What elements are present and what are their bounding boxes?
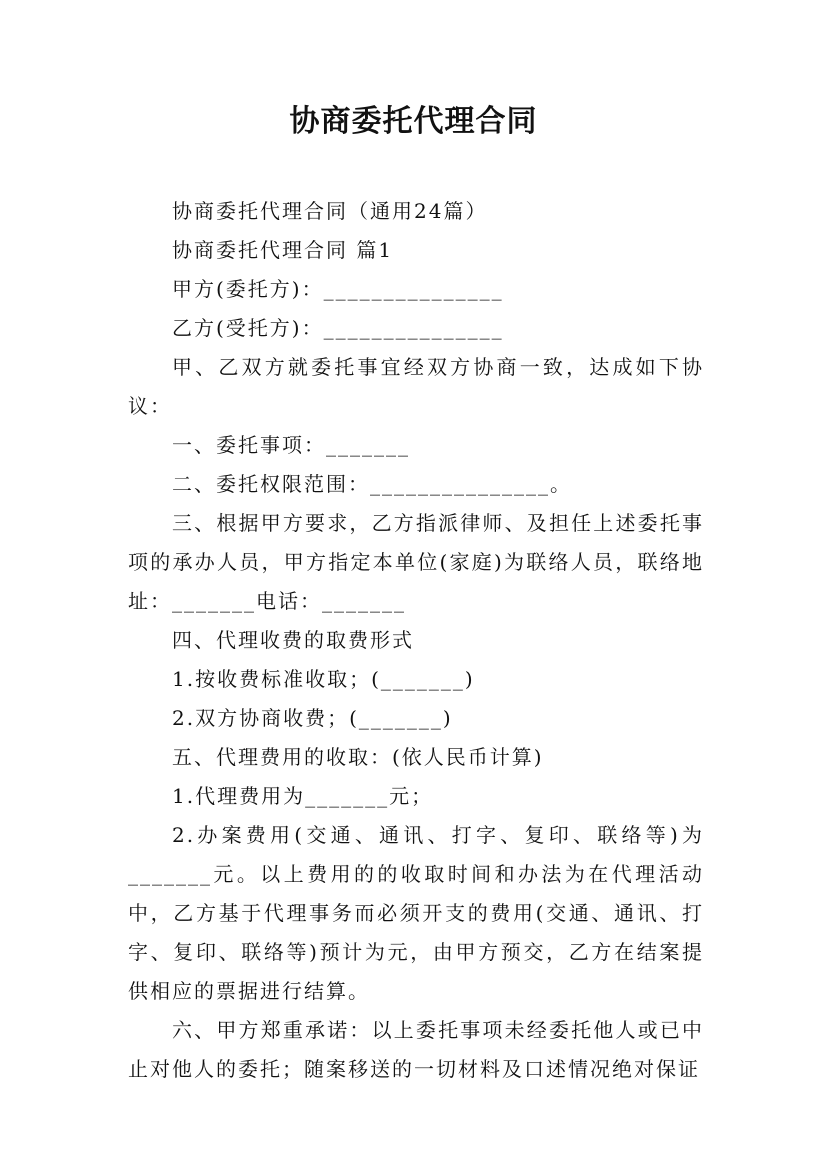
paragraph-clause-4: 四、代理收费的取费形式 [172,628,414,652]
paragraph-clause-5: 五、代理费用的收取：(依人民币计算) [172,745,544,769]
paragraph-agreement-intro: 甲、乙双方就委托事宜经双方协商一致，达成如下协议： [128,355,704,418]
paragraph-clause-6: 六、甲方郑重承诺：以上委托事项未经委托他人或已中止对他人的委托；随案移送的一切材料及口述情况绝对保证 [128,1018,704,1081]
document-body [128,192,704,1089]
paragraph-clause-2: 二、委托权限范围：_______________。 [172,472,572,496]
paragraph-clause-1: 一、委托事项：_______ [172,433,410,457]
paragraph-clause-3: 三、根据甲方要求，乙方指派律师、及担任上述委托事项的承办人员，甲方指定本单位(家庭)为联络人员，联络地址：_______电话：_______ [128,511,704,613]
paragraph-clause-4-item-2: 2.双方协商收费；(_______) [172,706,453,730]
paragraph-subtitle: 协商委托代理合同（通用24篇） [172,199,488,223]
paragraph-clause-5-item-2: 2.办案费用(交通、通讯、打字、复印、联络等)为_______元。以上费用的的收取时间和办法为在代理活动中，乙方基于代理事务而必须开支的费用(交通、通讯、打字、复印、联络等)预计为元，由甲方预交，乙方在结案提供相应的票据进行结算。 [128,823,704,1003]
document-title: 协商委托代理合同 [289,104,538,139]
paragraph-clause-5-item-1: 1.代理费用为_______元； [172,784,434,808]
paragraph-party-b: 乙方(受托方)：_______________ [172,316,504,340]
paragraph-party-a: 甲方(委托方)：_______________ [172,277,504,301]
paragraph-clause-4-item-1: 1.按收费标准收取；(_______) [172,667,475,691]
paragraph-section-heading: 协商委托代理合同 篇1 [172,238,394,262]
